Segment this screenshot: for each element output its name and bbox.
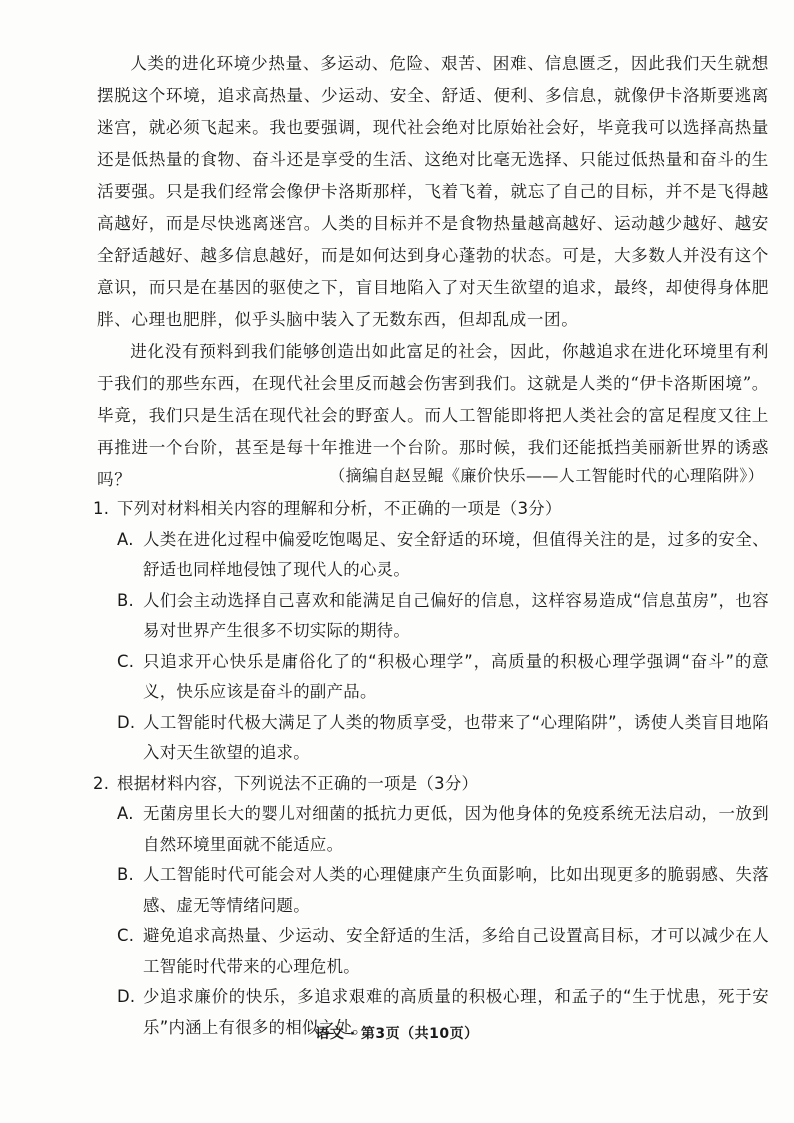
option-letter: D. [117, 712, 136, 732]
option-text: 人们会主动选择自己喜欢和能满足自己偏好的信息，这样容易造成“信息茧房”，也容易对世界产生很多不切实际的期待。 [143, 590, 769, 640]
option-text: 无菌房里长大的婴儿对细菌的抵抗力更低，因为他身体的免疫系统无法启动，一放到自然环境里面就不能适应。 [143, 804, 769, 854]
option-text: 只追求开心快乐是庸俗化了的“积极心理学”，高质量的积极心理学强调“奋斗”的意义，快乐应该是奋斗的副产品。 [143, 651, 769, 701]
question-list [93, 494, 769, 1043]
question-number: 1. [93, 499, 110, 518]
option-letter: B. [117, 865, 135, 884]
option-text: 人工智能时代极大满足了人类的物质享受，也带来了“心理陷阱”，诱使人类盲目地陷入对天生欲望的追求。 [143, 712, 769, 762]
question-2 [93, 769, 769, 1044]
option-c [117, 647, 769, 708]
option-text: 人类在进化过程中偏爱吃饱喝足、安全舒适的环境，但值得关注的是，过多的安全、舒适也同样地侵蚀了现代人的心灵。 [143, 529, 769, 579]
passage-source: （摘编自赵昱鲲《廉价快乐——人工智能时代的心理陷阱》） [329, 466, 764, 485]
option-d [117, 708, 769, 769]
question-1 [93, 494, 769, 769]
option-a [117, 799, 769, 860]
option-b [117, 586, 769, 647]
question-text: 下列对材料相关内容的理解和分析，不正确的一项是（3分） [117, 499, 562, 518]
option-letter: A. [117, 529, 134, 549]
reading-passage [97, 48, 769, 496]
option-text: 少追求廉价的快乐，多追求艰难的高质量的积极心理，和孟子的“生于忧患，死于安乐”内涵上有很多的相似之处。 [143, 987, 769, 1037]
option-c [117, 921, 769, 982]
question-number: 2. [93, 773, 110, 793]
passage-paragraph-2: 进化没有预料到我们能够创造出如此富足的社会，因此，你越追求在进化环境里有利于我们的那些东西，在现代社会里反而越会伤害到我们。这就是人类的“伊卡洛斯困境”。毕竟，我们只是生活在现代社会的野蛮人。而人工智能即将把人类社会的富足程度又往上再推进一个台阶，甚至是每十年推进一个台阶。那时候，我们还能抵挡美丽新世界的诱惑吗？ [97, 342, 769, 489]
question-text: 根据材料内容，下列说法不正确的一项是（3分） [117, 773, 479, 793]
option-text: 避免追求高热量、少运动、安全舒适的生活，多给自己设置高目标，才可以减少在人工智能时代带来的心理危机。 [143, 926, 769, 976]
option-b [117, 860, 769, 921]
option-letter: C. [117, 926, 135, 945]
option-letter: B. [117, 590, 135, 610]
passage-paragraph-1: 人类的进化环境少热量、多运动、危险、艰苦、困难、信息匮乏，因此我们天生就想摆脱这个环境，追求高热量、少运动、安全、舒适、便利、多信息，就像伊卡洛斯要逃离迷宫，就必须飞起来。我也要强调，现代社会绝对比原始社会好，毕竟我可以选择高热量还是低热量的食物、奋斗还是享受的生活、这绝对比毫无选择、只能过低热量和奋斗的生活要强。只是我们经常会像伊卡洛斯那样，飞着飞着，就忘了自己的目标，并不是飞得越高越好，而是尽快逃离迷宫。人类的目标并不是食物热量越高越好、运动越少越好、越安全舒适越好、越多信息越好，而是如何达到身心蓬勃的状态。可是，大多数人并没有这个意识，而只是在基因的驱使之下，盲目地陷入了对天生欲望的追求，最终，却使得身体肥胖、心理也肥胖，似乎头脑中装入了无数东西，但却乱成一团。 [97, 54, 769, 329]
question-stem [93, 769, 769, 800]
option-letter: A. [117, 804, 134, 823]
option-letter: D. [117, 987, 136, 1006]
option-text: 人工智能时代可能会对人类的心理健康产生负面影响，比如出现更多的脆弱感、失落感、虚无等情绪问题。 [143, 865, 769, 915]
option-a [117, 525, 769, 586]
option-letter: C. [117, 651, 135, 671]
question-stem [93, 494, 769, 525]
page-footer: 语文 · 第3页（共10页） [315, 1026, 479, 1042]
